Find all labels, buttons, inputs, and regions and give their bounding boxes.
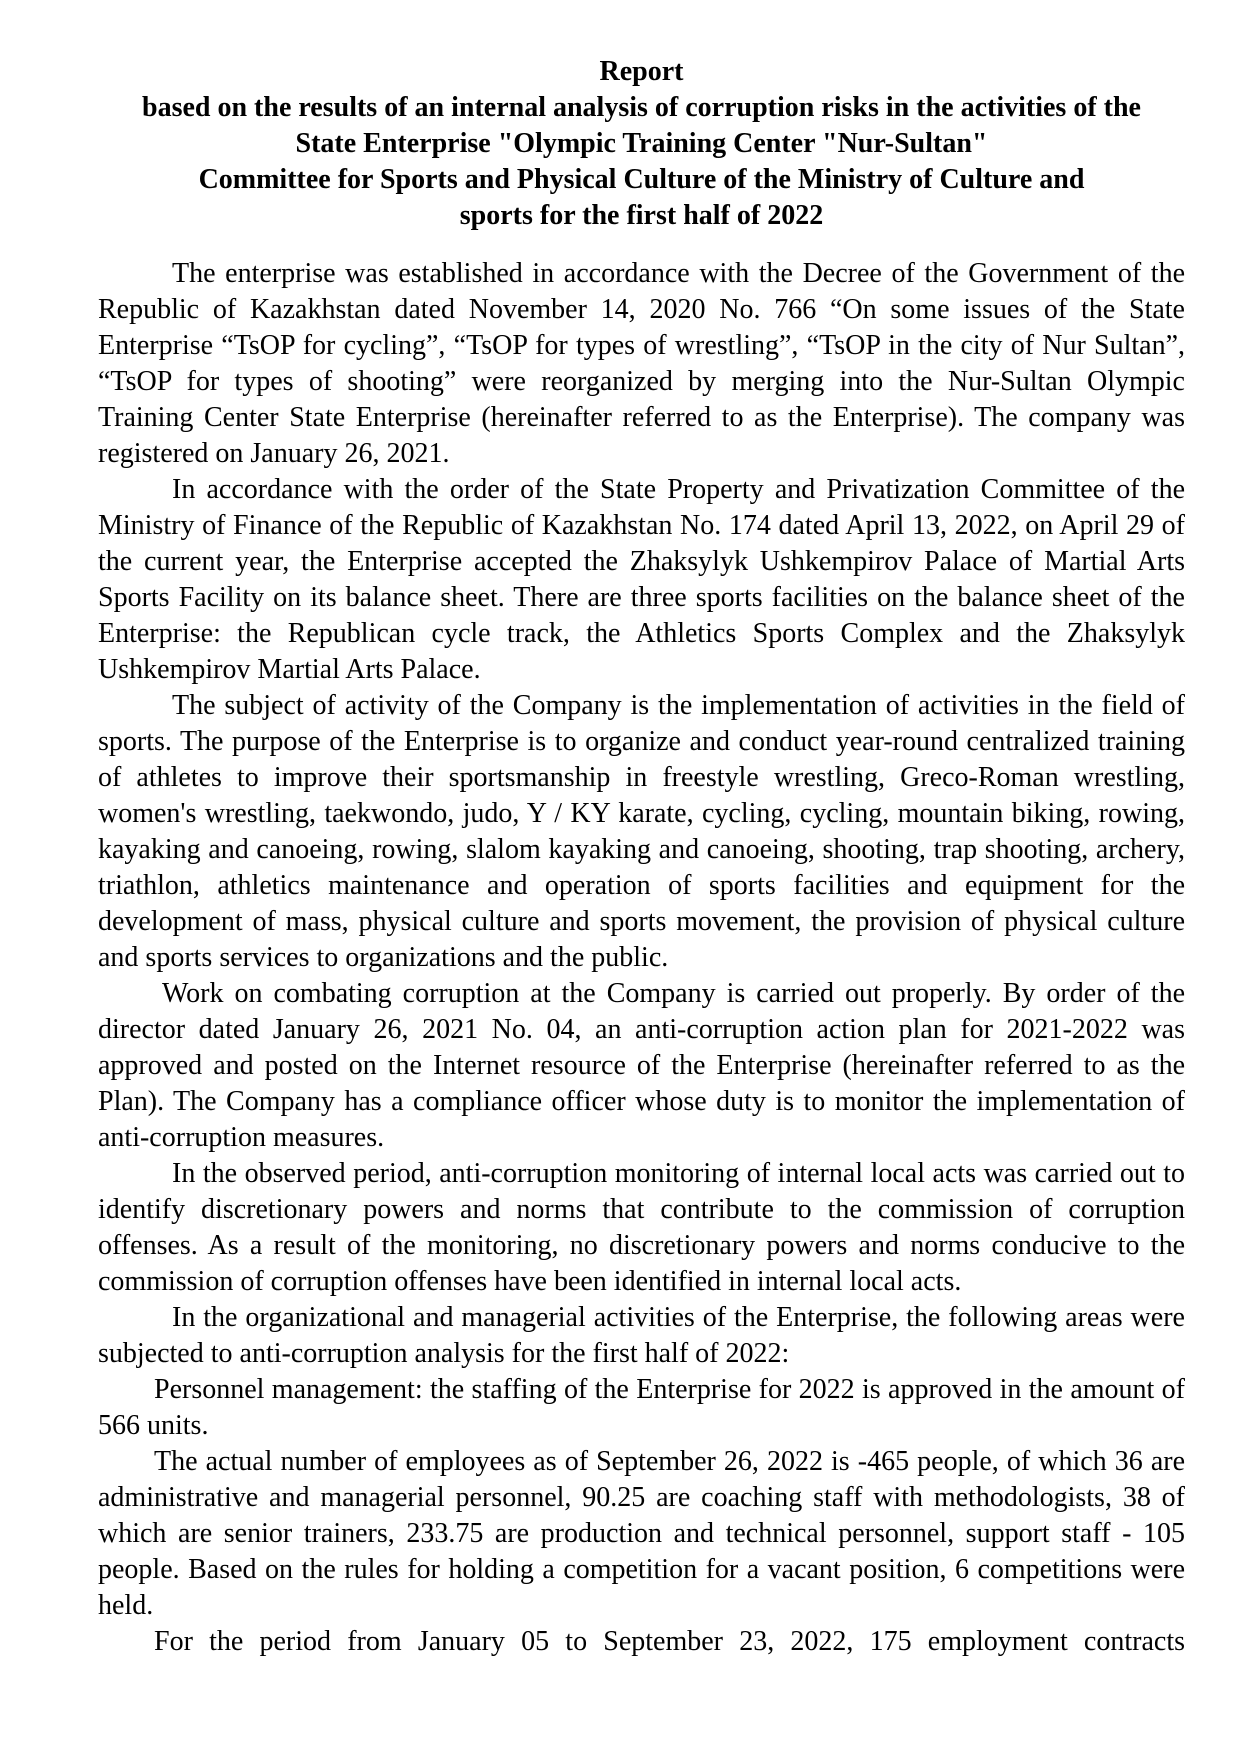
paragraph-employee-numbers: The actual number of employees as of September 26, 2022 is -465 people, of which 36 are administrative and managerial personnel, 90.25 are coaching staff with methodologists, 38 of which are senior trainers, 233.75 are production and technical personnel, support staff - 105 people. Based on the rules for holding a competition for a vacant position, 6 competitions were held. [98,1446,1185,1621]
title-line-committee: Committee for Sports and Physical Culture of the Ministry of Culture and [198,164,1085,195]
title-line-report: Report [599,56,684,87]
paragraph-combating-corruption: Work on combating corruption at the Company is carried out properly. By order of the director dated January 26, 2021 No. 04, an anti-corruption action plan for 2021-2022 was approved and posted on the Internet resource of the Enterprise (hereinafter referred to as the Plan). The Company has a compliance officer whose duty is to monitor the implementation of anti-corruption measures. [98,978,1185,1153]
document-title [98,54,1185,234]
title-line-period: sports for the first half of 2022 [459,200,824,231]
paragraph-enterprise-established: The enterprise was established in accordance with the Decree of the Government of the Republic of Kazakhstan dated November 14, 2020 No. 766 “On some issues of the State Enterprise “TsOP for cycling”, “TsOP for types of wrestling”, “TsOP in the city of Nur Sultan”, “TsOP for types of shooting” were reorganized by merging into the Nur-Sultan Olympic Training Center State Enterprise (hereinafter referred to as the Enterprise). The company was registered on January 26, 2021. [98,258,1185,469]
document-body [98,256,1185,1660]
paragraph-personnel-management: Personnel management: the staffing of the Enterprise for 2022 is approved in the amount of 566 units. [98,1374,1185,1441]
paragraph-employment-contracts: For the period from January 05 to September 23, 2022, 175 employment contracts [154,1626,1185,1657]
paragraph-property-order: In accordance with the order of the State Property and Privatization Committee of the Ministry of Finance of the Republic of Kazakhstan No. 174 dated April 13, 2022, on April 29 of the current year, the Enterprise accepted the Zhaksylyk Ushkempirov Palace of Martial Arts Sports Facility on its balance sheet. There are three sports facilities on the balance sheet of the Enterprise: the Republican cycle track, the Athletics Sports Complex and the Zhaksylyk Ushkempirov Martial Arts Palace. [98,474,1185,685]
paragraph-analysis-areas: In the organizational and managerial activities of the Enterprise, the following areas were subjected to anti-corruption analysis for the first half of 2022: [98,1302,1185,1369]
title-line-subtitle: based on the results of an internal analysis of corruption risks in the activities of the [142,92,1141,123]
paragraph-subject-of-activity: The subject of activity of the Company is the implementation of activities in the field of sports. The purpose of the Enterprise is to organize and conduct year-round centralized training of athletes to improve their sportsmanship in freestyle wrestling, Greco-Roman wrestling, women's wrestling, taekwondo, judo, Y / KY karate, cycling, cycling, mountain biking, rowing, kayaking and canoeing, rowing, slalom kayaking and canoeing, shooting, trap shooting, archery, triathlon, athletics maintenance and operation of sports facilities and equipment for the development of mass, physical culture and sports movement, the provision of physical culture and sports services to organizations and the public. [98,690,1185,973]
paragraph-monitoring: In the observed period, anti-corruption monitoring of internal local acts was carried out to identify discretionary powers and norms that contribute to the commission of corruption offenses. As a result of the monitoring, no discretionary powers and norms conducive to the commission of corruption offenses have been identified in internal local acts. [98,1158,1185,1297]
title-line-enterprise: State Enterprise "Olympic Training Center "Nur-Sultan" [295,128,988,159]
